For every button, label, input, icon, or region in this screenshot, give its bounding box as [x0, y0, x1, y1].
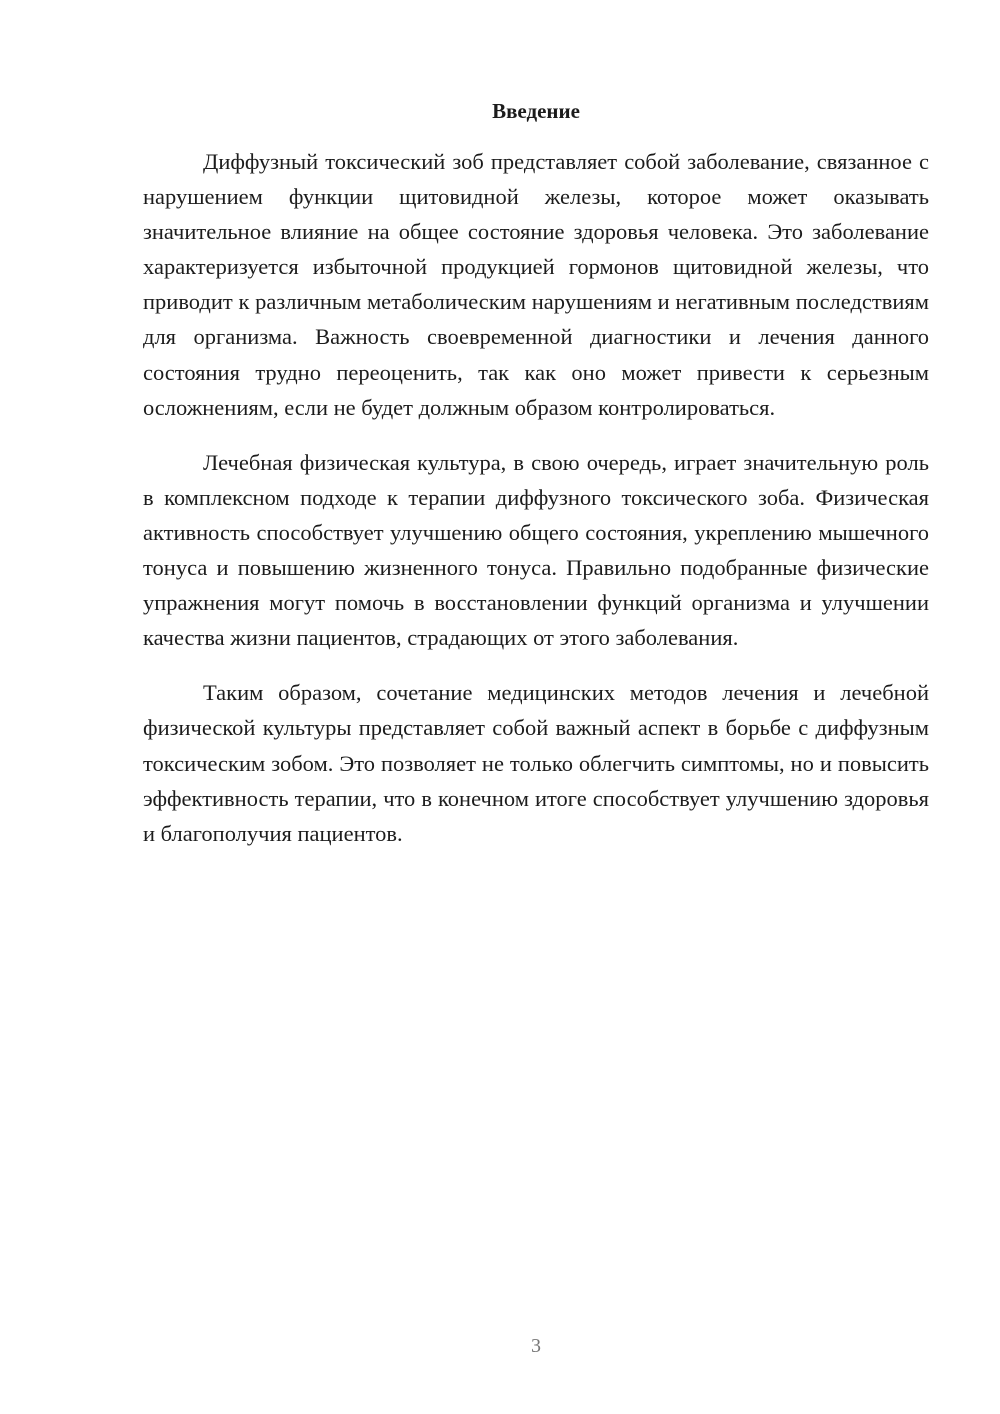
- page-number: 3: [531, 1335, 541, 1357]
- paragraph-1: Диффузный токсический зоб представляет собой заболевание, связанное с нарушением функции щитовидной железы, которое может оказывать значительное влияние на общее состояние здоровья человека. Это заболевание характеризуется избыточной продукцией гормонов щитовидной железы, что приводит к различным метаболическим нарушениям и негативным последствиям для организма. Важность своевременной диагностики и лечения данного состояния трудно переоценить, так как оно может привести к серьезным осложнениям, если не будет должным образом контролироваться.: [143, 149, 929, 420]
- page-content: [143, 96, 929, 851]
- paragraph-3: Таким образом, сочетание медицинских методов лечения и лечебной физической культуры представляет собой важный аспект в борьбе с диффузным токсическим зобом. Это позволяет не только облегчить симптомы, но и повысить эффективность терапии, что в конечном итоге способствует улучшению здоровья и благополучия пациентов.: [143, 680, 929, 846]
- paragraph-2: Лечебная физическая культура, в свою очередь, играет значительную роль в комплексном подходе к терапии диффузного токсического зоба. Физическая активность способствует улучшению общего состояния, укреплению мышечного тонуса и повышению жизненного тонуса. Правильно подобранные физические упражнения могут помочь в восстановлении функций организма и улучшении качества жизни пациентов, страдающих от этого заболевания.: [143, 449, 929, 651]
- section-heading: Введение: [492, 99, 580, 123]
